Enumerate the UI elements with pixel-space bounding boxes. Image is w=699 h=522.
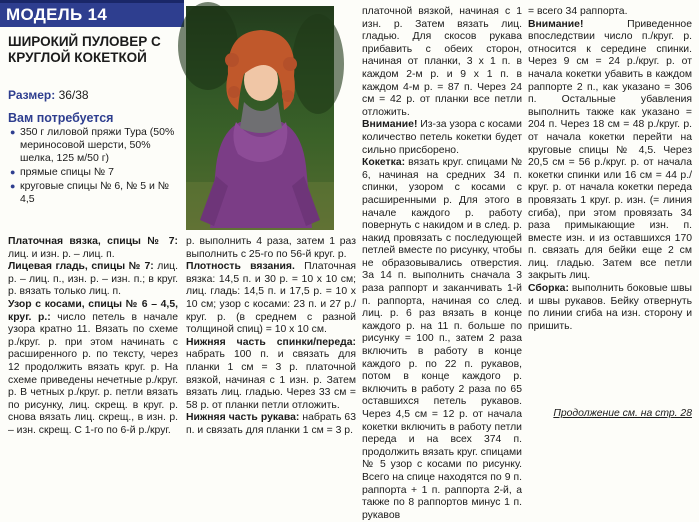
materials-heading: Вам потребуется: [8, 111, 114, 125]
paragraph-lead: Внимание!: [528, 18, 584, 30]
paragraph: [186, 261, 356, 337]
photo-curl: [228, 86, 240, 98]
paragraph-lead: Внимание!: [362, 119, 418, 131]
paragraph: [186, 337, 356, 413]
paragraph-text: набрать 63 п. и связать для планки 1 см = 3 р.: [186, 412, 356, 436]
photo-curl: [283, 57, 297, 71]
paragraph-text: лиц. р. – лиц. п., изн. р. – изн. п.; в круг. р. вязать только лиц. п.: [8, 261, 179, 298]
paragraph-lead: Лицевая гладь, спицы № 7:: [8, 261, 154, 273]
photo-scarf: [240, 102, 282, 133]
paragraph: [8, 261, 178, 299]
paragraph-lead: Сборка:: [528, 283, 569, 295]
size-line: [8, 88, 89, 102]
paragraph: [362, 119, 522, 157]
paragraph-lead: Нижняя часть рукава:: [186, 412, 300, 424]
paragraph: [186, 412, 356, 437]
model-photo: [186, 6, 334, 230]
model-number: МОДЕЛЬ 14: [6, 5, 108, 24]
paragraph-text: число петель в начале узора кратно 11. Вязать по схеме р./круг. р. при этом начинать с расширенного р. по тексту, через 12 продолжить вязать круг. р. На схеме приведены нечетные р./круг. р. В четных р./круг. р. петли вязать по рисунку, лиц. скрещ. в круг. р. снова вязать лиц. скрещ., в изн. р. – изн. скрещ. С 1-го по 6-й р./круг.: [8, 311, 178, 436]
paragraph-text: набрать 100 п. и связать для планки 1 см = 3 р. платочной вязкой, начиная с 1 изн. р. Затем вязать лиц. гладью. Через 33 см = 58 р. от планки петли отложить.: [186, 349, 356, 411]
size-label: Размер:: [8, 88, 56, 102]
paragraph: [528, 19, 692, 283]
paragraph-lead: Кокетка:: [362, 157, 406, 169]
photo-curl: [282, 90, 294, 102]
paragraph-lead: Платочная вязка, спицы № 7:: [8, 236, 178, 247]
paragraph-text: Из-за узора с косами количество петель кокетки будет сильно присборено.: [362, 119, 522, 156]
paragraph: [362, 6, 522, 119]
paragraph: [528, 6, 692, 19]
paragraph: [528, 283, 692, 333]
continuation-link[interactable]: Продолжение см. на стр. 28: [553, 408, 692, 419]
material-straight-needles: ● прямые спицы № 7: [10, 166, 182, 179]
article-title: ШИРОКИЙ ПУЛОВЕР С КРУГЛОЙ КОКЕТКОЙ: [8, 34, 161, 65]
paragraph: [8, 299, 178, 438]
column-2: [186, 236, 356, 438]
paragraph-text: Приведенное впоследствии число п./круг. р. относится к середине спинки. Через 9 см = 24 р./круг. р. от начала кокетки убавить в каждом раппорте 2 п., как указано = 306 п. Остальные убавления выполнить также как указано = 204 п. Через 18 см = 48 р./круг. р. от начала кокетки перейти на круговые спицы № 4,5. Через 20,5 см = 56 р./круг. р. от начала кокетки спинки или 16 см = 44 р./круг. р. от начала кокетки переда провязать 1 круг. р. изн. (= линия сгиба), при этом провязать 34 раза примыкающие изн. п. вместе изн. и из оставшихся 170 п. связать для бейки еще 2 см лиц. гладью. Затем все петли закрыть лиц.: [528, 18, 692, 282]
paragraph-text: вязать круг. спицами № 6, начиная на средних 34 п. спинки, узором с косами с расширенными р. Для этого в начале каждого р. работу повернуть с накидом и в след. р. накид провязать с последующей петлей вместе по рисунку, чтобы не образовывались отверстия. За 14 п. выполнить сначала 3 раза раппорт и заканчивать 1-й п. раппорта, начиная со след. лиц. р. 6 раз вязать в конце каждого р. на 11 п. больше по рисунку = 100 п., затем 2 раза включить в работу в конце каждого р. по 22 п. рукавов, потом в конце каждого р. включить в работу 2 раза по 65 оставшихся петель рукавов. Через 4,5 см = 12 р. от начала кокетки включить в работу петли переда и на всех 374 п. продолжить вязать круг. спицами № 5 узор с косами по рисунку. Всего на спице находятся по 9 п. раппорта + 1 п. раппорта 2-й, а также по 8 раппортов минус 1 п. рукавов: [362, 157, 522, 521]
model-photo-illustration: [186, 6, 334, 230]
paragraph-text: выполнить боковые швы и швы рукавов. Бейку отвернуть по линии сгиба на изн. сторону и пришить.: [528, 283, 692, 332]
materials-list: [10, 126, 182, 207]
paragraph-text: р. выполнить 4 раза, затем 1 раз выполнить с 25-го по 56-й круг. р.: [186, 236, 356, 260]
column-4: [528, 6, 692, 333]
paragraph-lead: Нижняя часть спинки/переда:: [186, 336, 356, 348]
paragraph-text: = всего 34 раппорта.: [528, 6, 628, 17]
paragraph: [8, 236, 178, 261]
photo-curl: [225, 53, 239, 67]
material-yarn: ● 350 г лиловой пряжи Тура (50% мериносовой шерсти, 50% шелка, 125 м/50 г): [10, 126, 182, 165]
size-value: 36/38: [58, 88, 89, 102]
paragraph: [362, 157, 522, 522]
paragraph-text: Платочная вязка: 14,5 п. и 30 р. = 10 х 10 см; лиц. гладь: 14,5 п. и 17,5 р. = 10 х 10 см; узор с косами: 23 п. и 27 р./круг. р. (в среднем с разной толщиной спиц) = 10 х 10 см.: [186, 261, 356, 336]
paragraph-text: лиц. и изн. р. – лиц. п.: [8, 248, 115, 260]
paragraph-lead: Узор с косами, спицы № 6 – 4,5, круг. р.:: [8, 298, 178, 323]
column-1: [8, 236, 178, 438]
material-circular-needles: ● круговые спицы № 6, № 5 и № 4,5: [10, 180, 182, 206]
paragraph-text: платочной вязкой, начиная с 1 изн. р. Затем вязать лиц. гладью. Для скосов рукава прибавить с обеих сторон, начиная от планки, 3 х 1 п. в каждом 2-м р. и 9 х 1 п. в каждом 4-м р. = 87 п. Через 24 см = 42 р. от планки все петли отложить.: [362, 6, 522, 118]
model-header-bar: [0, 0, 184, 27]
photo-foliage-right: [292, 14, 344, 114]
paragraph: [186, 236, 356, 261]
column-3: [362, 6, 522, 522]
paragraph-lead: Плотность вязания.: [186, 261, 295, 273]
